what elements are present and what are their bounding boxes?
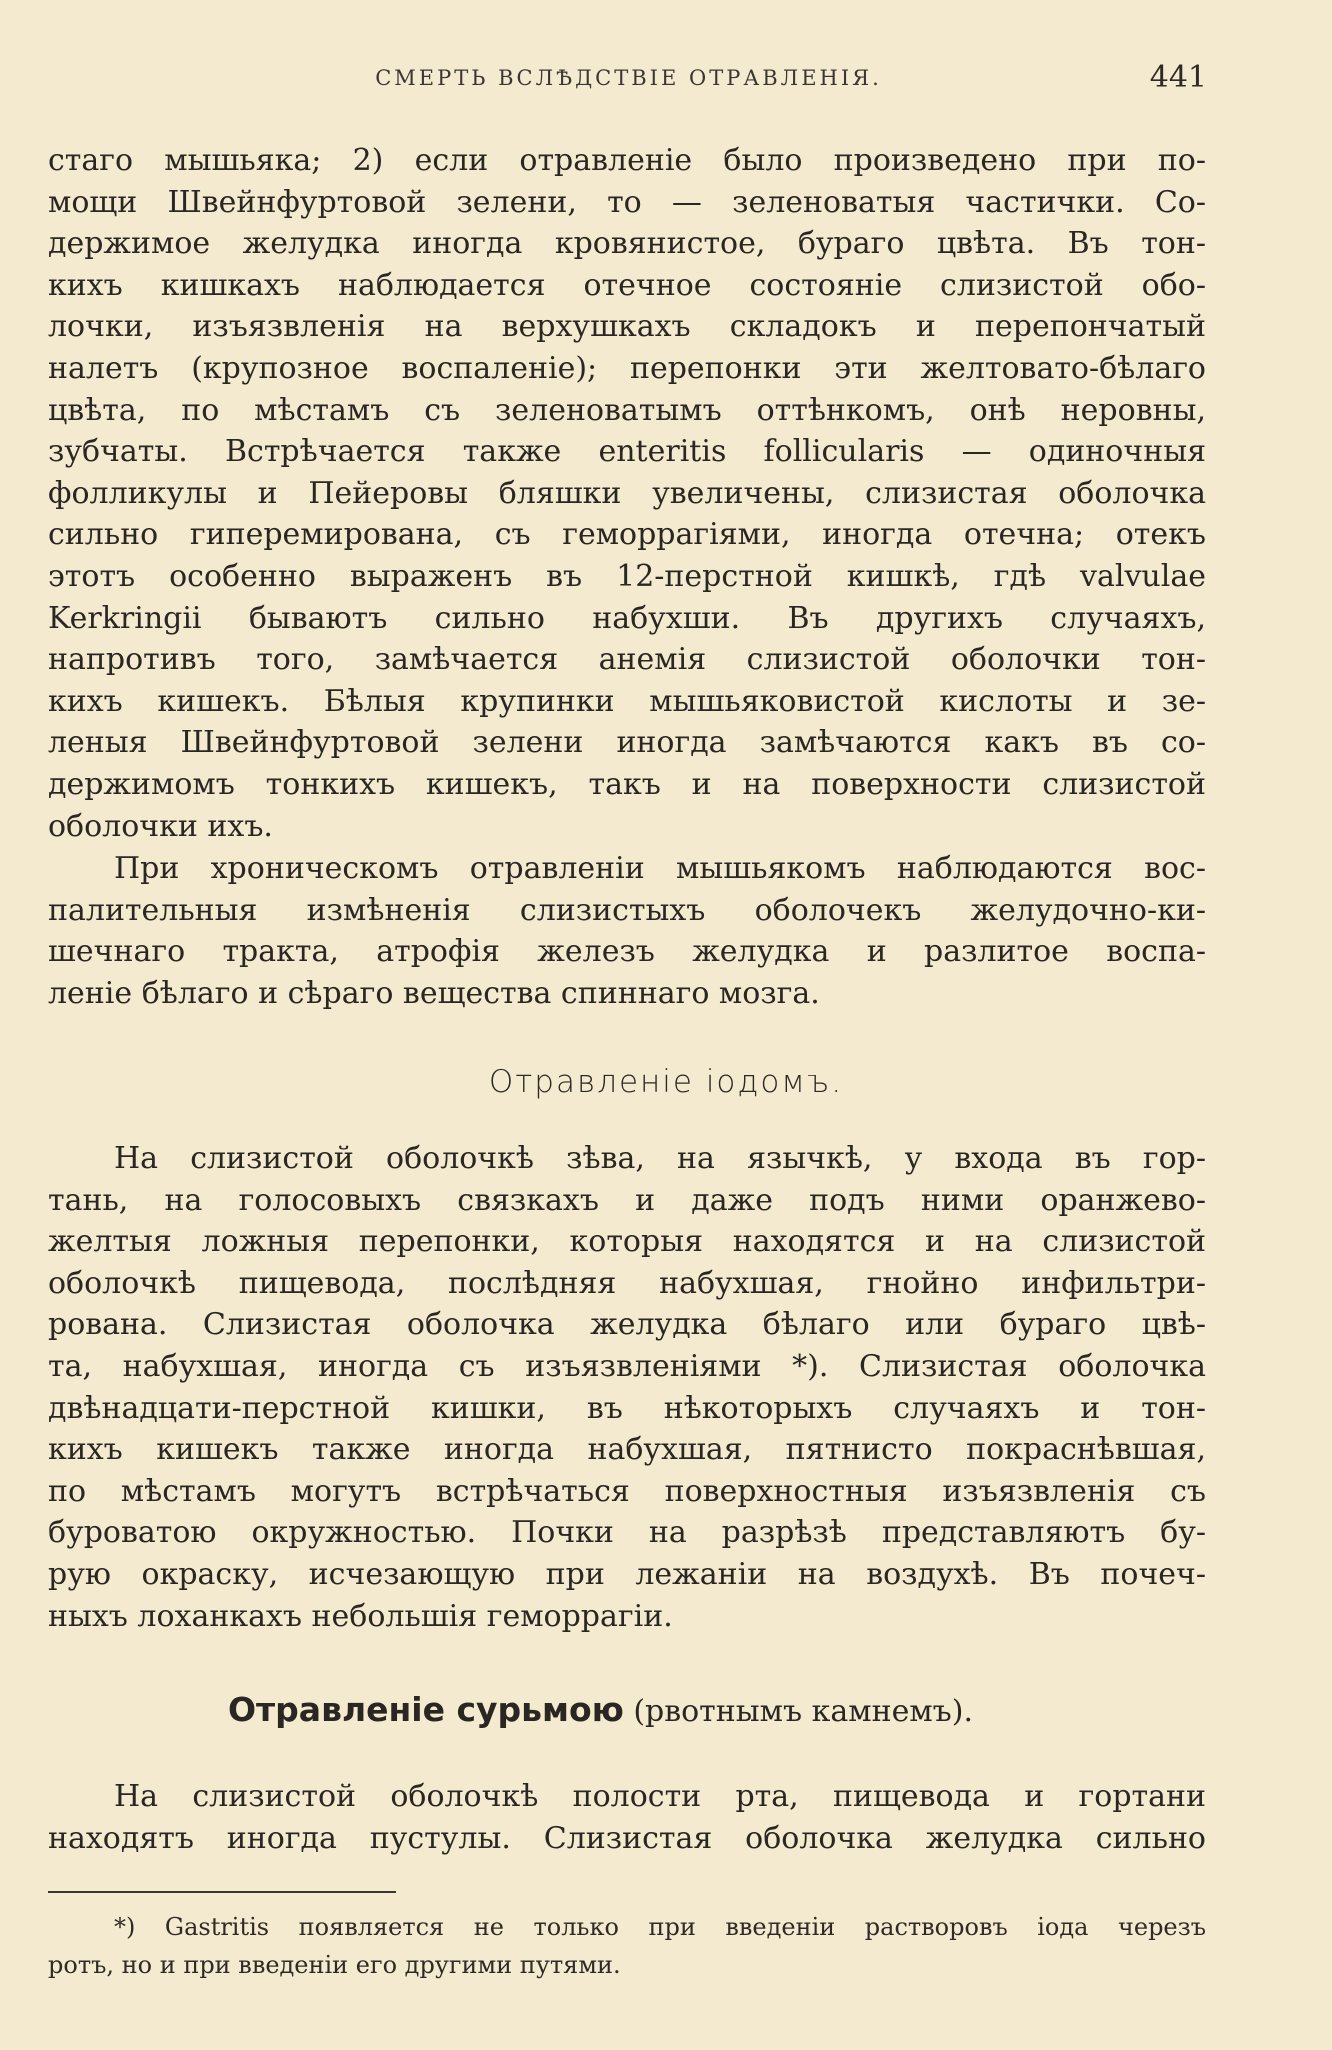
- paragraph-arsenic-findings: [48, 140, 1206, 847]
- text-line: двѣнадцати-перстной кишки, въ нѣкоторыхъ случаяхъ и тон-: [48, 1390, 1206, 1426]
- text-line: цвѣта, по мѣстамъ съ зеленоватымъ оттѣнкомъ, онѣ неровны,: [48, 392, 1206, 428]
- heading-antimony-title: Отравленіе сурьмою: [228, 1690, 624, 1729]
- text-line: оболочкѣ пищевода, послѣдняя набухшая, гнойно инфильтри-: [48, 1265, 1206, 1301]
- text-line: мощи Швейнфуртовой зелени, то — зеленоватыя частички. Со-: [48, 184, 1206, 220]
- text-line: фолликулы и Пейеровы бляшки увеличены, слизистая оболочка: [48, 475, 1206, 511]
- text-line: по мѣстамъ могутъ встрѣчаться поверхностныя изъязвленія съ: [48, 1473, 1206, 1509]
- text-line: шечнаго тракта, атрофія железъ желудка и разлитое воспа-: [48, 934, 1206, 970]
- text-line: При хроническомъ отравленіи мышьякомъ наблюдаются вос-: [114, 851, 1206, 886]
- paragraph-antimony: [48, 1776, 1206, 1859]
- footnote-line: ротъ, но и при введеніи его другими путями.: [48, 1951, 621, 1979]
- text-line: зубчаты. Встрѣчается также enteritis follicularis — одиночныя: [48, 434, 1206, 470]
- text-line: кихъ кишекъ также иногда набухшая, пятнисто покраснѣвшая,: [48, 1432, 1206, 1468]
- text-line: та, набухшая, иногда съ изъязвленіями *). Слизистая оболочка: [48, 1348, 1206, 1384]
- text-line: рована. Слизистая оболочка желудка бѣлаго или бураго цвѣ-: [48, 1307, 1206, 1343]
- text-line: На слизистой оболочкѣ зѣва, на язычкѣ, у входа въ гор-: [114, 1141, 1206, 1176]
- text-line: Kerkringii бываютъ сильно набухши. Въ другихъ случаяхъ,: [48, 600, 1206, 636]
- running-header: [50, 58, 1207, 98]
- text-line: стаго мышьяка; 2) если отравленіе было произведено при по-: [48, 143, 1206, 178]
- text-line: желтыя ложныя перепонки, которыя находятся и на слизистой: [48, 1224, 1206, 1260]
- text-line: буроватою окружностью. Почки на разрѣзѣ представляютъ бу-: [48, 1515, 1206, 1551]
- text-line: рую окраску, исчезающую при лежаніи на воздухѣ. Въ почеч-: [48, 1556, 1206, 1592]
- text-line: держимое желудка иногда кровянистое, бураго цвѣта. Въ тон-: [48, 226, 1206, 262]
- text-line: напротивъ того, замѣчается анемія слизистой оболочки тон-: [48, 642, 1206, 678]
- text-line: ныхъ лоханкахъ небольшія геморрагіи.: [48, 1598, 673, 1634]
- text-line: сильно гиперемирована, съ геморрагіями, иногда отечна; отекъ: [48, 517, 1206, 553]
- text-line: леныя Швейнфуртовой зелени иногда замѣчаются какъ въ со-: [48, 725, 1206, 761]
- footnote: [48, 1908, 1206, 1984]
- text-line: оболочки ихъ.: [48, 808, 273, 844]
- section-heading-antimony: [228, 1690, 973, 1729]
- text-line: этотъ особенно выраженъ въ 12-перстной кишкѣ, гдѣ valvulae: [48, 558, 1206, 594]
- running-title: СМЕРТЬ ВСЛѢДСТВІЕ ОТРАВЛЕНІЯ.: [375, 66, 882, 90]
- heading-antimony-subtitle: (рвотнымъ камнемъ).: [623, 1694, 973, 1729]
- text-line: палительныя измѣненія слизистыхъ оболочекъ желудочно-ки-: [48, 892, 1206, 928]
- text-line: налетъ (крупозное воспаленіе); перепонки эти желтовато-бѣлаго: [48, 350, 1206, 386]
- footnote-rule: [48, 1891, 396, 1893]
- text-line: леніе бѣлаго и сѣраго вещества спиннаго мозга.: [48, 975, 820, 1011]
- paragraph-iodine: [48, 1138, 1206, 1637]
- text-line: держимомъ тонкихъ кишекъ, такъ и на поверхности слизистой: [48, 766, 1206, 802]
- footnote-line: *) Gastritis появляется не только при введеніи растворовъ іода черезъ: [114, 1913, 1206, 1941]
- page-number: 441: [1149, 60, 1207, 95]
- text-line: тань, на голосовыхъ связкахъ и даже подъ ними оранжево-: [48, 1182, 1206, 1218]
- paragraph-chronic-arsenic: [48, 848, 1206, 1014]
- section-heading-iodine: Отравленіе іодомъ.: [488, 1064, 844, 1100]
- text-line: находятъ иногда пустулы. Слизистая оболочка желудка сильно: [48, 1820, 1206, 1856]
- text-line: лочки, изъязвленія на верхушкахъ складокъ и перепончатый: [48, 309, 1206, 345]
- text-line: кихъ кишкахъ наблюдается отечное состояніе слизистой обо-: [48, 267, 1206, 303]
- text-line: На слизистой оболочкѣ полости рта, пищевода и гортани: [114, 1779, 1206, 1814]
- text-line: кихъ кишекъ. Бѣлыя крупинки мышьяковистой кислоты и зе-: [48, 683, 1206, 719]
